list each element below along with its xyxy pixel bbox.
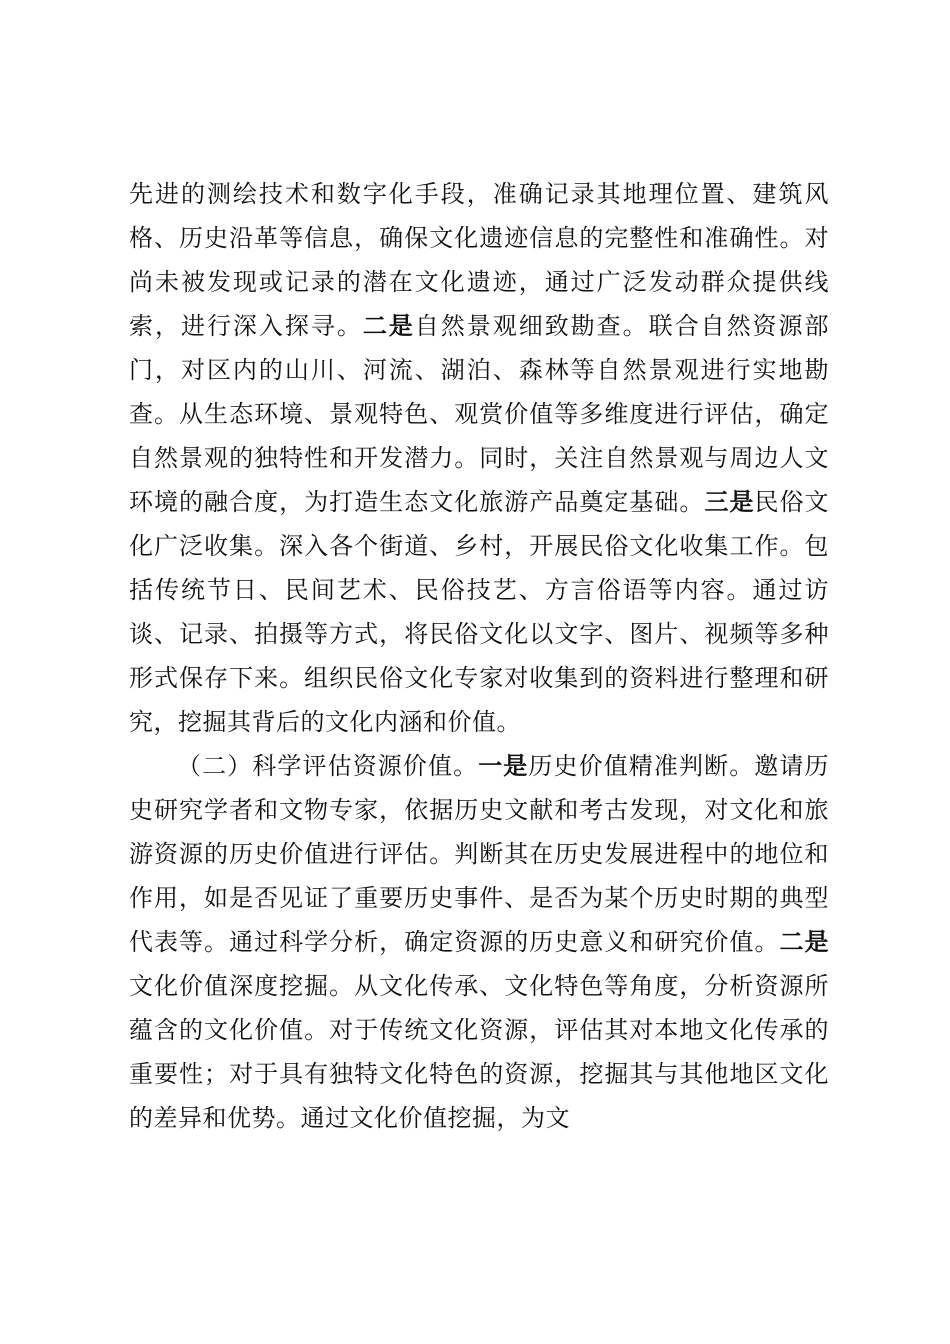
- paragraph-1-text-part-1: 先进的测绘技术和数字化手段，准确记录其地理位置、建筑风格、历史沿革等信息，确保文化遗迹信息的完整性和准确性。对尚未被发现或记录的潜在文化遗迹，通过广泛发动群众提供线索，进行深入探寻。: [129, 180, 829, 340]
- paragraph-2-bold-marker-2: 二是: [779, 928, 830, 956]
- paragraph-value-assessment: [129, 744, 829, 1140]
- paragraph-1-text-part-3: 民俗文化广泛收集。深入各个街道、乡村，开展民俗文化收集工作。包括传统节日、民间艺术、民俗技艺、方言俗语等内容。通过访谈、记录、拍摄等方式，将民俗文化以文字、图片、视频等多种形式保存下来。组织民俗文化专家对收集到的资料进行整理和研究，挖掘其背后的文化内涵和价值。: [129, 488, 830, 736]
- paragraph-1-bold-marker-2: 二是: [362, 312, 415, 340]
- paragraph-field-survey: [129, 172, 829, 744]
- paragraph-1-bold-marker-3: 三是: [704, 488, 755, 516]
- paragraph-2-text-part-1: 历史价值精准判断。邀请历史研究学者和文物专家，依据历史文献和考古发现，对文化和旅游资源的历史价值进行评估。判断其在历史发展进程中的地位和作用，如是否见证了重要历史事件、是否为某个历史时期的典型代表等。通过科学分析，确定资源的历史意义和研究价值。: [129, 752, 830, 956]
- paragraph-2-text-part-2: 文化价值深度挖掘。从文化传承、文化特色等角度，分析资源所蕴含的文化价值。对于传统文化资源，评估其对本地文化传承的重要性；对于具有独特文化特色的资源，挖掘其与其他地区文化的差异和优势。通过文化价值挖掘，为文: [129, 972, 829, 1132]
- document-body: [129, 172, 829, 1140]
- section-heading: （二）科学评估资源价值。: [177, 752, 479, 780]
- paragraph-1-text-part-2: 自然景观细致勘查。联合自然资源部门，对区内的山川、河流、湖泊、森林等自然景观进行实地勘查。从生态环境、景观特色、观赏价值等多维度进行评估，确定自然景观的独特性和开发潜力。同时，关注自然景观与周边人文环境的融合度，为打造生态文化旅游产品奠定基础。: [129, 312, 830, 516]
- paragraph-2-bold-marker-1: 一是: [478, 752, 529, 780]
